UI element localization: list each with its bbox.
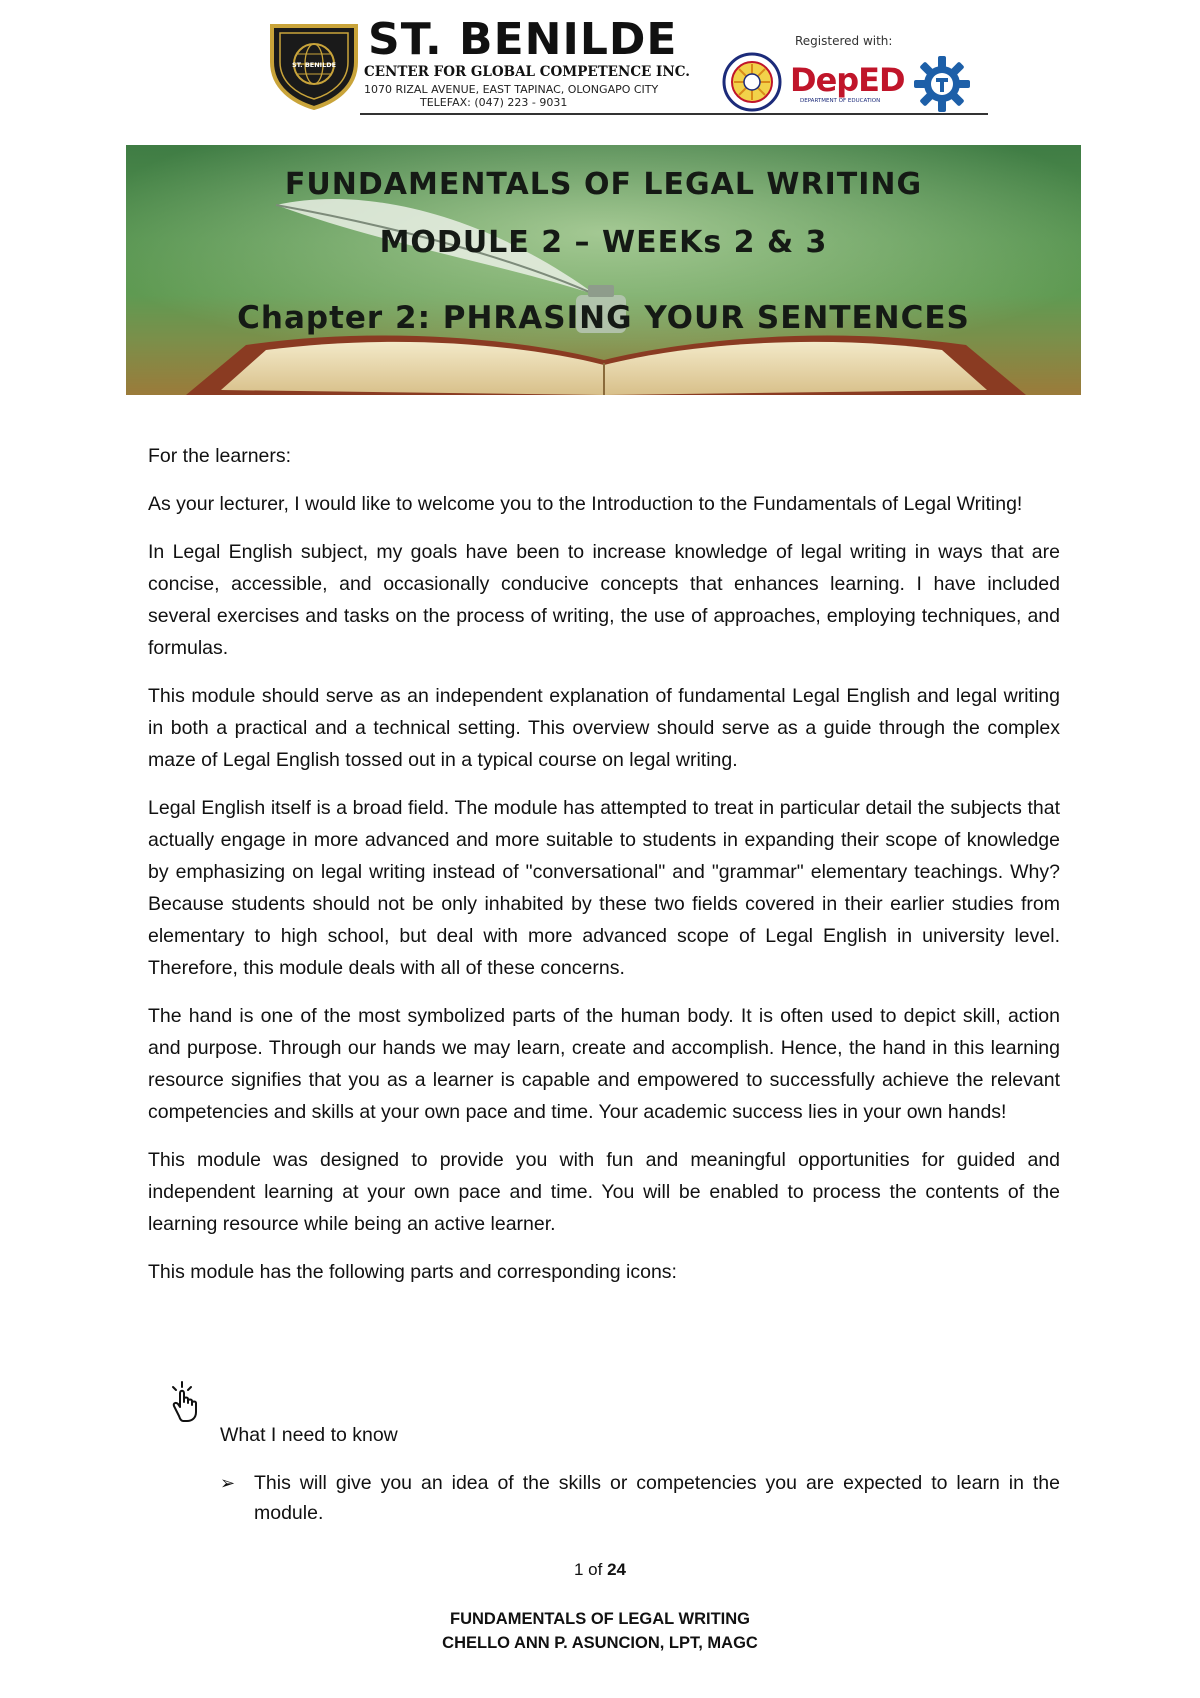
footer-course: FUNDAMENTALS OF LEGAL WRITING [449,1610,751,1628]
banner-title: FUNDAMENTALS OF LEGAL WRITING [284,167,923,202]
deped-caption: DEPARTMENT OF EDUCATION [800,98,881,104]
page-total: 24 [607,1560,626,1579]
pointer-hand-icon [168,1380,204,1424]
paragraph-design: This module was designed to provide you with fun and meaningful opportunities for guided and independent learning at your own pace and time. You will be enabled to process the contents of the learning resource while being an active learner. [148,1149,1060,1235]
crest-text: ST. BENILDE [291,61,337,69]
paragraph-greeting: For the learners: [148,445,292,467]
part-description [220,1468,1060,1528]
school-name: ST. BENILDE [368,14,678,65]
deped-logo-icon: DepED [790,61,905,99]
arrow-bullet-icon: ➢ [220,1473,236,1493]
letterhead [0,0,1200,120]
bullet-text: This will give you an idea of the skills or competencies you are expected to learn in the module. [254,1472,1060,1524]
tesda-gear-icon [914,56,970,112]
module-introduction [148,440,1060,1304]
registered-with-label: Registered with: [795,34,893,48]
paragraph-scope: Legal English itself is a broad field. The module has attempted to treat in particular detail the subjects that actually engage in more advanced and more suitable to students in expanding their scope of knowledge by emphasizing on legal writing instead of "conversational" and "grammar" elementary teachings. Why? Because students should not be only inhabited by these two fields covered in their earlier studies from elementary to high school, but deal with more advanced scope of Legal English in university level. Therefore, this module deals with all of these concerns. [148,797,1060,979]
school-subtitle: CENTER FOR GLOBAL COMPETENCE INC. [364,64,690,80]
paragraph-goals: In Legal English subject, my goals have been to increase knowledge of legal writing in ways that are concise, accessible, and occasionally conducive concepts that enhances learning. I have included several exercises and tasks on the process of writing, the use of approaches, employing techniques, and formulas. [148,541,1060,659]
part-what-i-need-to-know: What I need to know [220,1424,398,1446]
school-crest-icon [268,22,360,110]
school-address: 1070 RIZAL AVENUE, EAST TAPINAC, OLONGAPO CITY [364,83,659,96]
header-rule [360,113,988,115]
school-telefax: TELEFAX: (047) 223 - 9031 [420,96,568,109]
paragraph-welcome: As your lecturer, I would like to welcome you to the Introduction to the Fundamentals of Legal Writing! [148,493,1023,515]
banner-module: MODULE 2 – WEEKs 2 & 3 [379,225,828,260]
module-banner [126,145,1081,395]
footer-author: CHELLO ANN P. ASUNCION, LPT, MAGC [442,1634,758,1652]
ched-seal-icon [722,52,782,112]
paragraph-hand: The hand is one of the most symbolized parts of the human body. It is often used to depict skill, action and purpose. Through our hands we may learn, create and accomplish. Hence, the hand in this learning resource signifies that you as a learner is capable and empowered to successfully achieve the relevant competencies and skills at your own pace and time. Your academic success lies in your own hands! [148,1005,1060,1123]
paragraph-purpose: This module should serve as an independent explanation of fundamental Legal English and legal writing in both a practical and a technical setting. This overview should serve as a guide through the complex maze of Legal English tossed out in a typical course on legal writing. [148,685,1060,771]
page-number [0,1560,1200,1580]
page-of: of [583,1560,608,1579]
banner-chapter: Chapter 2: PHRASING YOUR SENTENCES [237,300,970,336]
paragraph-parts-intro: This module has the following parts and corresponding icons: [148,1261,677,1283]
page-current: 1 [573,1560,584,1579]
